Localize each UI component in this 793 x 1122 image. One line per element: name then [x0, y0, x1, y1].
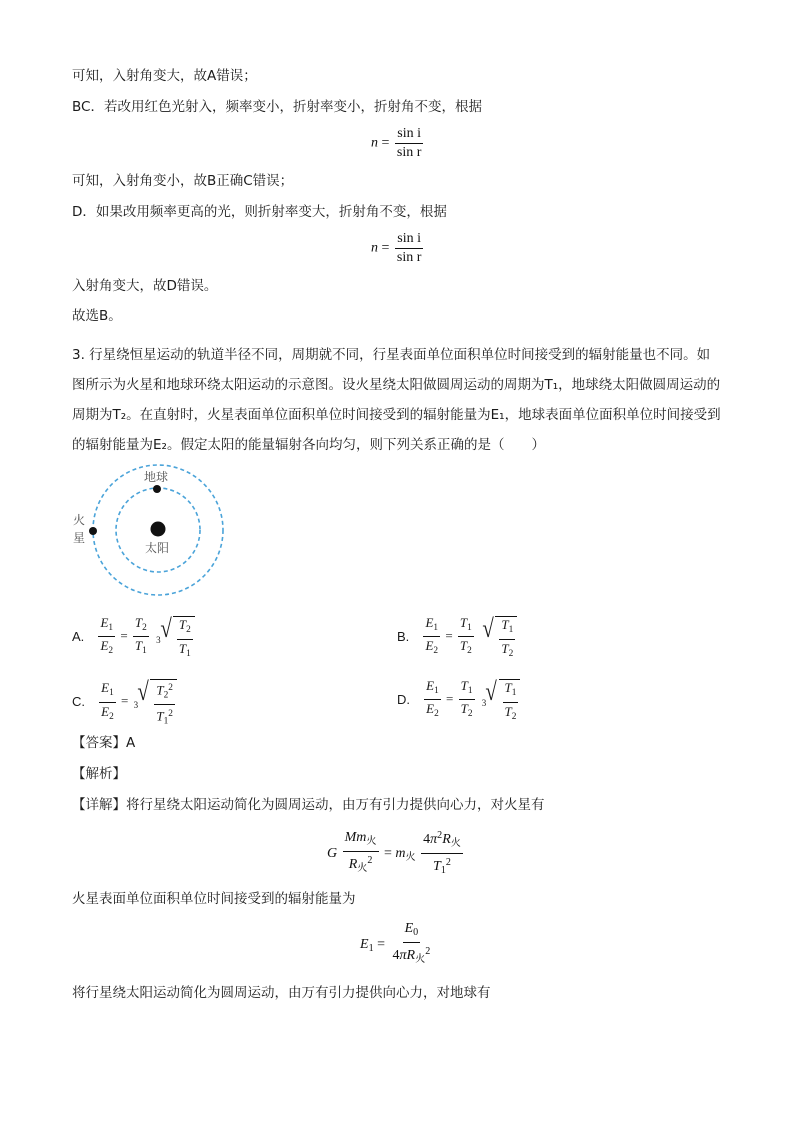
- analysis-tag: 【解析】: [72, 766, 126, 782]
- option-d-label: D.: [397, 691, 410, 707]
- text-line-4: D．如果改用频率更高的光，则折射率变大，折射角不变，根据: [72, 204, 447, 220]
- sun-dot: [151, 522, 166, 537]
- text-line-5: 入射角变大，故D错误。: [72, 278, 218, 294]
- snell-lhs: n: [371, 135, 378, 151]
- orbit-diagram: [72, 460, 242, 610]
- option-c-label: C.: [72, 694, 85, 710]
- earth-label: 地球: [144, 470, 169, 484]
- text-line-3: 可知，入射角变小，故B正确C错误；: [72, 173, 294, 189]
- snell-numerator: sin i: [395, 126, 423, 144]
- answer-line: [72, 733, 135, 753]
- option-b[interactable]: B. $\frac{E_1}{E_2}$ = $\frac{T_1}{T_2}$ √ $\frac{T_1}{T_2}$: [397, 612, 517, 662]
- detail-text: 将行星绕太阳运动简化为圆周运动，由万有引力提供向心力，对火星有: [126, 797, 545, 813]
- gravitation-equation: G $\frac{Mm_火}{R_火^2}$ = $m_火$ $\frac{4\pi^2R_火}{T_1^2}$: [327, 830, 461, 877]
- text-line-2: BC．若改用红色光射入，频率变小，折射率变小，折射角不变，根据: [72, 99, 482, 115]
- snell-lhs: n: [371, 240, 378, 256]
- text-line-1: 可知，入射角变大，故A错误；: [72, 68, 257, 84]
- detail-line: [72, 795, 545, 815]
- option-a-label: A.: [72, 628, 85, 644]
- detail-tag: 【详解】: [72, 797, 126, 813]
- option-c[interactable]: C. $\frac{E_1}{E_2}$ = 3 √ $\frac{T_2^2}{T_1^2}$: [72, 675, 177, 730]
- earth-line: 将行星绕太阳运动简化为圆周运动，由万有引力提供向心力，对地球有: [72, 985, 491, 1001]
- energy-equation: $E_1$ = $\frac{E_0}{4\pi R_火^2}$: [360, 921, 431, 966]
- question-text: 3. 行星绕恒星运动的轨道半径不同，周期就不同，行星表面单位面积单位时间接受到的辐射能量也不同。如图所示为火星和地球环绕太阳运动的示意图。设火星绕太阳做圆周运动的周期为T₁，地球绕太阳做圆周运动的周期为T₂。在直射时，火星表面单位面积单位时间接受到的辐射能量为E₁，地球表面单位面积单位时间接受到的辐射能量为E₂。假定太阳的能量辐射各向均匀，则下列关系正确的是（ ）: [72, 347, 721, 453]
- mars-dot: [89, 527, 97, 535]
- earth-dot: [153, 485, 161, 493]
- answer-tag: 【答案】: [72, 735, 126, 751]
- snell-equation-1: n = $\frac{\text{sin i}}{\text{sin r}}$: [371, 126, 422, 160]
- snell-denominator: sin r: [396, 145, 422, 160]
- snell-denominator: sin r: [396, 250, 422, 265]
- option-b-label: B.: [397, 628, 410, 644]
- option-d[interactable]: D. $\frac{E_1}{E_2}$ = $\frac{T_1}{T_2}$ 3 √ $\frac{T_1}{T_2}$: [397, 675, 520, 725]
- snell-equation-2: n = $\frac{\text{sin i}}{\text{sin r}}$: [371, 231, 422, 265]
- text-line-6: 故选B。: [72, 308, 122, 324]
- snell-numerator: sin i: [395, 231, 423, 249]
- sun-label: 太阳: [145, 541, 170, 555]
- mars-label-1: 火: [73, 513, 86, 527]
- mars-label-2: 星: [73, 531, 86, 545]
- mars-energy-line: 火星表面单位面积单位时间接受到的辐射能量为: [72, 891, 356, 907]
- answer-value: A: [126, 735, 136, 751]
- option-a[interactable]: A. $\frac{E_1}{E_2}$ = $\frac{T_2}{T_1}$ 3 √ $\frac{T_2}{T_1}$: [72, 612, 195, 662]
